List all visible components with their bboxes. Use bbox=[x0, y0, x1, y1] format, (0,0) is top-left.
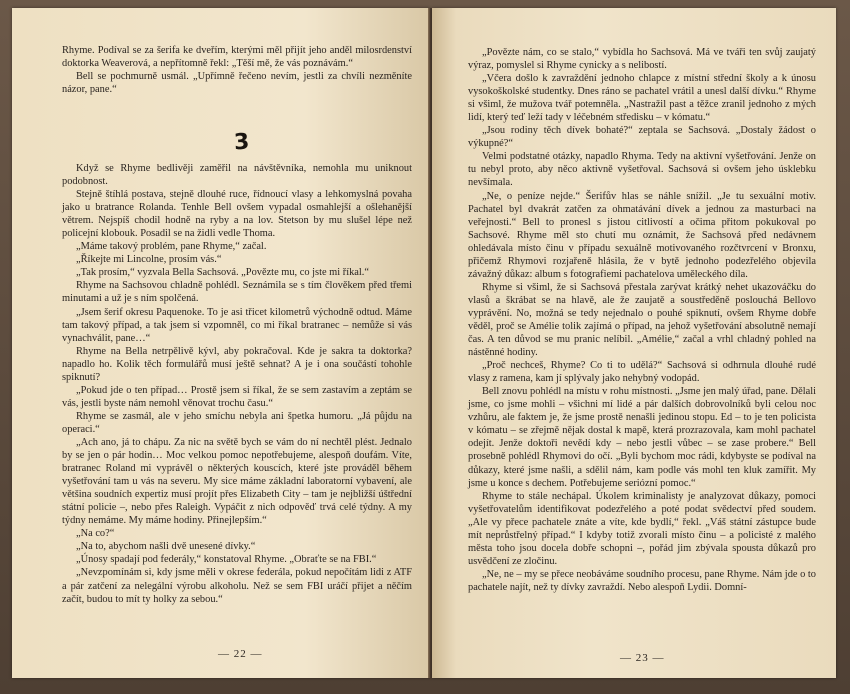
chapter-number: 3 bbox=[233, 129, 251, 156]
paragraph: Rhyme to stále nechápal. Úkolem kriminalisty je analyzovat důkazy, pomoci vyšetřovatelům identifikovat podezřelého a poté podat svědectví před soudem. „Ale vy přece pachatele znáte a víte, kde bydlí,“ řekl. „Váš státní zástupce bude mít neprůstřelný případ.“ I kdyby totiž zvorali místo činu – a policisté z malého města toho jsou docela dobře schopni –, pořád jim zbývala spousta důkazů pro usvědčení ze zločinu. bbox=[468, 490, 816, 567]
paragraph: Stejně štíhlá postava, stejně dlouhé ruce, řídnoucí vlasy a lehkomyslná povaha jako u bratrance Rolanda. Tenhle Bell ovšem vypadal osmahlejší a ošlehanější větrem. Nejspíš chodil hodně na ryby a na lov. Stetson by mu slušel lépe než policejní klobouk. Posadil se na židli vedle Thoma. bbox=[62, 189, 412, 240]
paragraph: „Pokud jde o ten případ… Prostě jsem si říkal, že se sem zastavím a zeptám se vás, jestli byste nám nemohl věnovat trochu času.“ bbox=[62, 384, 412, 409]
paragraph: „Ach ano, já to chápu. Za nic na světě bych se vám do ní nechtěl plést. Jednalo by se jen o pár hodin… Moc velkou pomoc nepotřebujeme, alespoň doufám. Víte, bratranec Roland mi vyprávěl o některých kouscích, které jste prováděl během vyšetřování tam u vás na severu. My sice máme základní laboratorní vybavení, ale většina soudních expertiz musí projít přes Elizabeth City – tam je nejbližší úštřední státní policie –, nebo přes Raleigh. Vypáčit z nich odpověď trvá celé týdny. A my týdny nemáme. My máme hodiny. Přinejlepším.“ bbox=[62, 436, 412, 527]
paragraph: „Ne, ne – my se přece neobáváme soudního procesu, pane Rhyme. Nám jde o to pachatele najít, než ty dívky zavraždí. Nebo alespoň Lydii. Domní- bbox=[468, 568, 816, 593]
paragraph: Rhyme na Bella netrpělivě kývl, aby pokračoval. Kde je sakra ta doktorka? napadlo ho. Kolik těch formulářů musí ještě sehnat? A je i ona součástí tohohle spiknutí? bbox=[62, 345, 412, 383]
paragraph: „Nevzpomínám si, kdy jsme měli v okrese federála, pokud nepočítám lidi z ATF a pár zatčení za nelegální výrobu alkoholu. Než se sem FBI uráčí přijet a něčím začít, budou to mít ty holky za sebou.“ bbox=[62, 567, 412, 605]
paragraph: „Proč nechceš, Rhyme? Co ti to udělá?“ Sachsová si odhrnula dlouhé rudé vlasy z ramena, kam jí splývaly jako nehybný vodopád. bbox=[468, 360, 816, 385]
paragraph: „Včera došlo k zavraždění jednoho chlapce z místní střední školy a k únosu vysokoškolské studentky. Dnes ráno se pachatel vrátil a unesl další dívku.“ Rhyme si všiml, že mužova tvář potemněla. „Nastražil past a těžce zranil jednoho z mých lidí, který teď leží tady v léčebném středisku – v kómatu.“ bbox=[468, 73, 816, 124]
paragraph: „Povězte nám, co se stalo,“ vybídla ho Sachsová. Má ve tváři ten svůj zaujatý výraz, pomyslel si Rhyme cynicky a s nelibostí. bbox=[468, 47, 816, 72]
paragraph: „Jsou rodiny těch dívek bohaté?“ zeptala se Sachsová. „Dostaly žádost o výkupné?“ bbox=[468, 125, 816, 150]
paragraph: „Ne, o peníze nejde.“ Šerifův hlas se náhle snížil. „Je tu sexuální motiv. Pachatel byl dvakrát zatčen za ohmatávání dívek a jednou za masturbaci na veřejnosti.“ Bell to pronesl s jistou citlivostí a očima přitom pokukoval po Sachsové. Rhyme měl sto chutí mu oznámit, že Sachsová před nedávnem ohledávala místo činu v případu sexuálně motivovaného rozčtvrcení v Bronxu, přičemž Rhymovi rozjařeně hlásila, že v bytě jednoho podezřelého objevila závažný důkaz: album s fotografiemi pachatelova uměleckého díla. bbox=[468, 190, 816, 280]
page-number-left: — 22 — bbox=[218, 648, 263, 660]
paragraph: „Na to, abychom našli dvě unesené dívky.“ bbox=[76, 541, 256, 553]
paragraph: Rhyme se zasmál, ale v jeho smíchu nebyla ani špetka humoru. „Já půjdu na operaci.“ bbox=[62, 410, 412, 435]
left-page-top-text bbox=[62, 44, 412, 96]
paragraph: „Tak prosím,“ vyzvala Bella Sachsová. „Povězte mu, co jste mi říkal.“ bbox=[76, 267, 370, 279]
paragraph: Rhyme si všiml, že si Sachsová přestala zarývat krátký nehet ukazováčku do vlasů a škrábat se na hlavě, ale že zaujatě a soustředěně poslouchá Bellovo vyprávění. No, možná se tedy nejednalo o pouhé spiknutí, ovšem Rhyme dobře věděl, proč se Amélie tolik zajímá o případ, na jehož vyšetřování absolutně nemají čas. A ten důvod se mu pranic nelíbil. „Amélie,“ začal a vrhl chladný pohled na nástěnné hodiny. bbox=[468, 281, 816, 359]
paragraph: „Jsem šerif okresu Paquenoke. To je asi třicet kilometrů východně odtud. Máme tam takový případ, a tak jsem si vzpomněl, co mi říkal bratranec – nemůže si vás vynachválit, pane…“ bbox=[62, 306, 412, 344]
left-page-body-text bbox=[62, 162, 412, 606]
right-page-body-text bbox=[468, 46, 816, 594]
paragraph: „Máme takový problém, pane Rhyme,“ začal. bbox=[76, 241, 267, 253]
paragraph: Rhyme. Podíval se za šerifa ke dveřím, kterými měl přijít jeho anděl milosrdenství doktorka Weaverová, a nepřítomně řekl: „Těší mě, že vás poznávám.“ bbox=[62, 45, 412, 70]
paragraph: Velmi podstatné otázky, napadlo Rhyma. Tedy na aktivní vyšetřování. Jenže on tu nebyl proto, aby něco aktivně vyšetřoval. Sachsová si ovšem jeho úsklebku nevšímala. bbox=[468, 151, 816, 189]
paragraph: Bell znovu pohlédl na místu v rohu místnosti. „Jsme jen malý úřad, pane. Dělali jsme, co jsme mohli – všichni mí lidé a pár dalších dobrovolníků byli celou noc vzhůru, ale faktem je, že jsme prostě nenašli jedinou stopu. Ed – to je ten policista v kómatu – se zřejmě nějak dostal k mapě, která prozrazovala, kam mohl pachatel odejít. Jenže doktoři nevědí kdy – nebo jestli vůbec – se zase probere.“ Bell prosebně pohlédl Rhymovi do očí. „Byli bychom moc rádi, kdybyste se podíval na důkazy, které jsme našli, a sdělil nám, kam podle vás mohl ten kluk zamířit. My jsme u konce s dechem. Potřebujeme seriózní pomoc.“ bbox=[468, 386, 816, 489]
paragraph: „Říkejte mi Lincolne, prosím vás.“ bbox=[76, 254, 222, 266]
paragraph: Rhyme na Sachsovou chladně pohlédl. Seznámila se s tím člověkem před třemi minutami a už je s ním spolčená. bbox=[62, 280, 412, 305]
paragraph: „Únosy spadají pod federály,“ konstatoval Rhyme. „Obraťte se na FBI.“ bbox=[76, 554, 377, 566]
paragraph: Bell se pochmurně usmál. „Upřímně řečeno nevím, jestli za chvíli nezměníte názor, pane.“ bbox=[62, 71, 412, 96]
paragraph: Když se Rhyme bedlivěji zaměřil na návštěvníka, nemohla mu uniknout podobnost. bbox=[62, 163, 412, 188]
paragraph: „Na co?“ bbox=[76, 528, 115, 540]
left-page bbox=[12, 8, 430, 678]
page-number-right: — 23 — bbox=[620, 652, 665, 664]
right-page bbox=[432, 8, 836, 678]
